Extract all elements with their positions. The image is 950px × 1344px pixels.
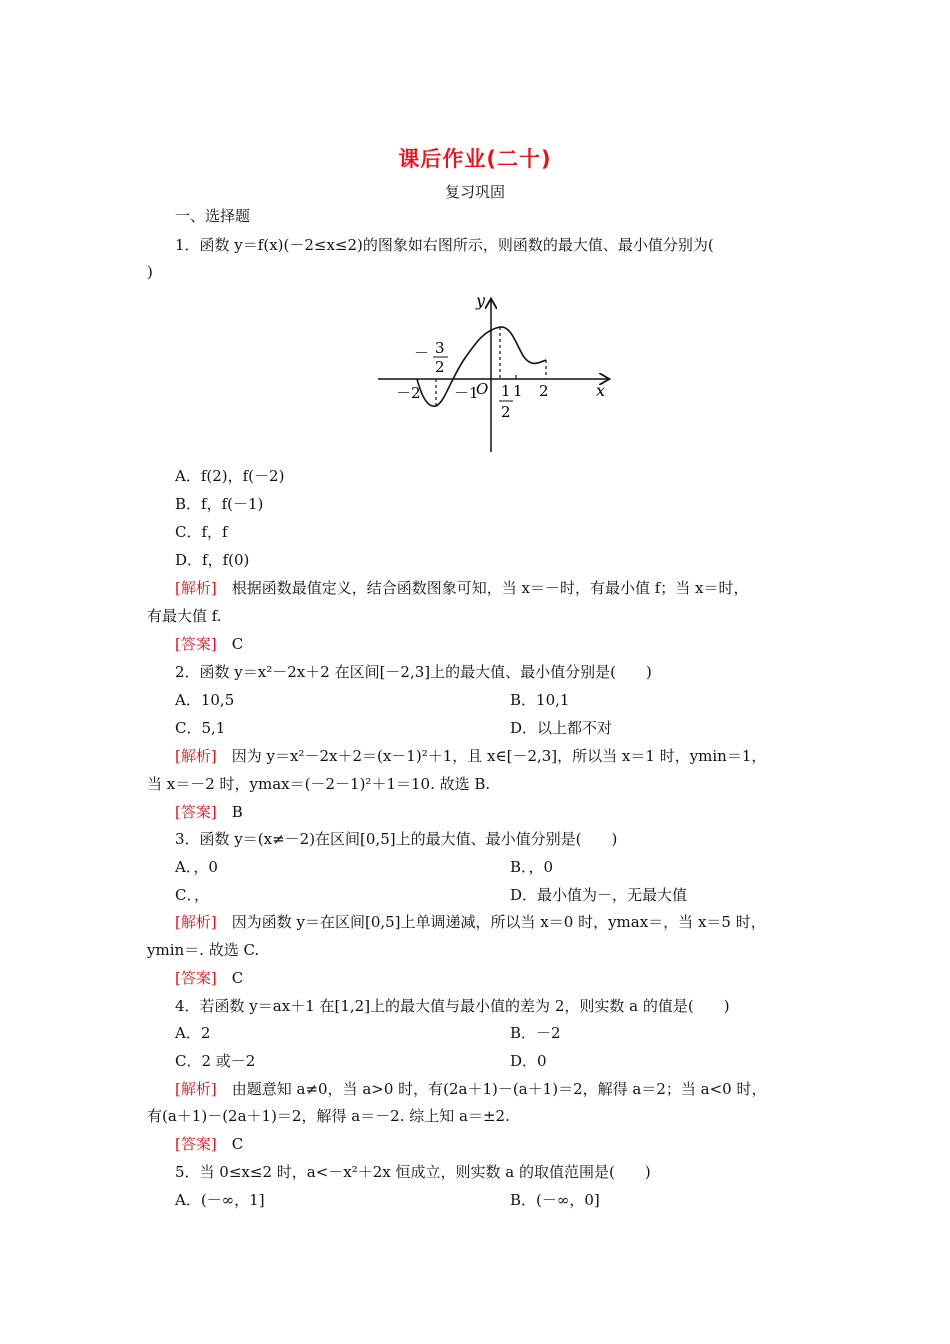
analysis-tag: [解析] (175, 579, 217, 597)
q1-option-b: B．f，f(－1) (175, 495, 264, 513)
q2-answer: B (231, 803, 243, 821)
q3-option-b: B．，0 (510, 858, 554, 876)
y-axis-label: y (476, 291, 486, 310)
q3-stem: 3．函数 y＝(x≠－2)在区间[0,5]上的最大值、最小值分别是( ) (175, 830, 618, 848)
q1-analysis-line (175, 578, 855, 598)
tick-label-neg1: －1 (454, 384, 479, 402)
q4-stem: 4．若函数 y＝ax＋1 在[1,2]上的最大值与最小值的差为 2，则实数 a 的值是( ) (175, 997, 730, 1015)
q3-analysis-text: 因为函数 y＝在区间[0,5]上单调递减，所以当 x＝0 时，ymax＝，当 x＝5 时， (231, 913, 766, 931)
analysis-tag: [解析] (175, 747, 217, 765)
q1-analysis-end: 有最大值 f. (147, 607, 222, 625)
analysis-tag: [解析] (175, 1080, 217, 1098)
q2-option-c: C．5,1 (175, 719, 226, 737)
q3-answer: C (231, 969, 244, 987)
tick-label-neg2: －2 (396, 384, 421, 402)
page-title: 课后作业(二十) (398, 147, 552, 171)
q3-analysis-end: ymin＝. 故选 C. (147, 941, 260, 959)
q2-analysis-line (175, 746, 855, 766)
q2-analysis-text: 因为 y＝x²－2x＋2＝(x－1)²＋1，且 x∈[－2,3]，所以当 x＝1 时，ymin＝1， (231, 747, 767, 765)
q4-analysis-text: 由题意知 a≠0，当 a>0 时，有(2a＋1)－(a＋1)＝2，解得 a＝2；当 a<0 时， (231, 1080, 767, 1098)
neg-sign: － (414, 344, 430, 362)
q5-option-a: A．(－∞，1] (175, 1191, 265, 1209)
q1-answer-line (175, 634, 855, 654)
frac-two-b: 2 (501, 403, 511, 421)
q2-stem: 2．函数 y＝x²－2x＋2 在区间[－2,3]上的最大值、最小值分别是( ) (175, 663, 652, 681)
q4-answer-line (175, 1134, 855, 1154)
q3-analysis-line (175, 912, 855, 932)
section-heading: 一、选择题 (175, 207, 251, 225)
q4-option-b: B．－2 (510, 1024, 561, 1042)
q4-analysis-end: 有(a＋1)－(2a＋1)＝2，解得 a＝－2. 综上知 a＝±2. (147, 1107, 510, 1125)
origin-label: O (476, 380, 489, 398)
q1-answer: C (231, 635, 244, 653)
q3-option-a: A．，0 (175, 858, 218, 876)
answer-tag: [答案] (175, 1135, 217, 1153)
frac-one: 1 (501, 382, 511, 400)
x-axis-label: x (596, 381, 606, 400)
q1-stem-end: ) (147, 263, 153, 281)
answer-tag: [答案] (175, 969, 217, 987)
q1-function-graph (370, 290, 620, 455)
q4-option-d: D．0 (510, 1052, 547, 1070)
q4-analysis-line (175, 1079, 855, 1099)
q5-option-b: B．(－∞，0] (510, 1191, 600, 1209)
answer-tag: [答案] (175, 803, 217, 821)
page-subtitle: 复习巩固 (444, 183, 505, 201)
q3-option-d: D．最小值为－，无最大值 (510, 886, 688, 904)
q4-option-a: A．2 (175, 1024, 211, 1042)
q2-option-a: A．10,5 (175, 691, 235, 709)
q4-answer: C (231, 1135, 244, 1153)
q4-option-c: C．2 或－2 (175, 1052, 256, 1070)
q1-analysis-text: 根据函数最值定义，结合函数图象可知，当 x＝－时，有最小值 f；当 x＝时， (231, 579, 749, 597)
frac-two-a: 2 (435, 358, 445, 376)
q2-answer-line (175, 802, 855, 822)
answer-tag: [答案] (175, 635, 217, 653)
tick-label-2: 2 (539, 382, 549, 400)
q1-stem: 1．函数 y＝f(x)(－2≤x≤2)的图象如右图所示，则函数的最大值、最小值分别为( (175, 236, 714, 254)
q1-option-d: D．f，f(0) (175, 551, 250, 569)
q1-option-c: C．f，f (175, 523, 228, 541)
analysis-tag: [解析] (175, 913, 217, 931)
q5-stem: 5．当 0≤x≤2 时，a<－x²＋2x 恒成立，则实数 a 的取值范围是( ) (175, 1163, 651, 1181)
q2-option-d: D．以上都不对 (510, 719, 613, 737)
q3-option-c: C．， (175, 886, 209, 904)
frac-three: 3 (435, 339, 445, 357)
q2-option-b: B．10,1 (510, 691, 570, 709)
q1-option-a: A．f(2)，f(－2) (175, 467, 285, 485)
q3-answer-line (175, 968, 855, 988)
tick-label-1: 1 (513, 382, 523, 400)
q2-analysis-end: 当 x＝－2 时，ymax＝(－2－1)²＋1＝10. 故选 B. (147, 775, 491, 793)
